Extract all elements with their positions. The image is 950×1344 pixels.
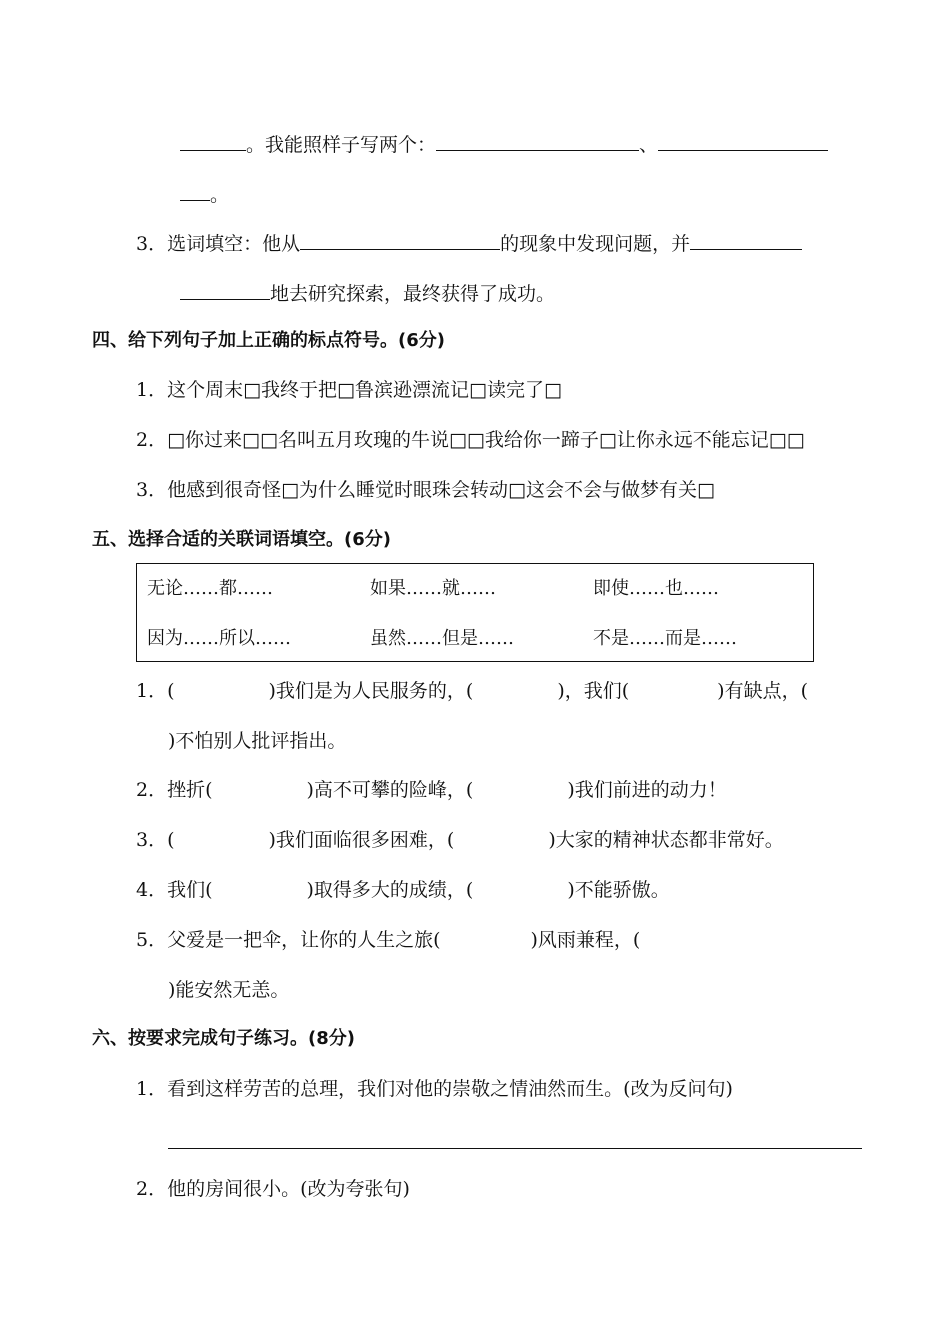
item-text: ( bbox=[167, 829, 175, 851]
word-option: 不是……而是…… bbox=[593, 628, 737, 649]
item-number: 1． bbox=[136, 1078, 168, 1100]
item-text: 我们( bbox=[167, 879, 213, 901]
item-number: 3． bbox=[136, 479, 168, 501]
item-text: 他的房间很小。 bbox=[167, 1178, 301, 1200]
word-option: 无论……都…… bbox=[147, 578, 273, 599]
section-4-item bbox=[136, 476, 715, 504]
item-text: )有缺点，( bbox=[717, 680, 808, 702]
item-text: )高不可攀的险峰，( bbox=[306, 779, 474, 801]
item-text: )能安然无恙。 bbox=[168, 979, 290, 1001]
item-text: )，我们( bbox=[557, 680, 630, 702]
item-text: )不能骄傲。 bbox=[567, 879, 670, 901]
word-bank-box bbox=[136, 563, 814, 662]
line1-text: 。我能照样子写两个： bbox=[246, 134, 437, 156]
section-6-item bbox=[136, 1175, 410, 1203]
question-3 bbox=[136, 229, 802, 258]
item-hint: (改为夸张句) bbox=[300, 1178, 410, 1200]
item-text: )我们面临很多困难，( bbox=[268, 829, 455, 851]
section-5-item-continued bbox=[168, 976, 289, 1004]
section-4-heading: 四、给下列句子加上正确的标点符号。(6分) bbox=[92, 330, 445, 351]
section-4-item bbox=[136, 376, 562, 404]
continuation-line-2 bbox=[180, 180, 229, 209]
section-6-heading: 六、按要求完成句子练习。(8分) bbox=[92, 1028, 355, 1049]
section-6-item bbox=[136, 1075, 733, 1103]
section-5-item bbox=[136, 776, 727, 804]
item-number: 3． bbox=[136, 829, 168, 851]
item-text: ( bbox=[167, 680, 175, 702]
item-text: )我们是为人民服务的，( bbox=[268, 680, 474, 702]
item-text: 这个周末□我终于把□鲁滨逊漂流记□读完了□ bbox=[167, 379, 562, 401]
question-text: 的现象中发现问题，并 bbox=[500, 233, 691, 255]
answer-blank[interactable] bbox=[300, 229, 500, 250]
answer-blank[interactable] bbox=[658, 130, 828, 151]
answer-blank[interactable] bbox=[180, 130, 246, 151]
question-text: 选词填空：他从 bbox=[167, 233, 301, 255]
item-number: 2． bbox=[136, 429, 168, 451]
question-3-continued bbox=[180, 279, 555, 308]
item-number: 1． bbox=[136, 680, 168, 702]
item-text: )取得多大的成绩，( bbox=[306, 879, 474, 901]
answer-blank[interactable] bbox=[436, 130, 639, 151]
word-option: 如果……就…… bbox=[370, 578, 496, 599]
word-option: 虽然……但是…… bbox=[370, 628, 514, 649]
word-option: 即使……也…… bbox=[593, 578, 719, 599]
item-text: )不怕别人批评指出。 bbox=[168, 730, 347, 752]
item-number: 2． bbox=[136, 779, 168, 801]
question-number: 3． bbox=[136, 233, 168, 255]
item-text: 他感到很奇怪□为什么睡觉时眼珠会转动□这会不会与做梦有关□ bbox=[167, 479, 715, 501]
item-number: 5． bbox=[136, 929, 168, 951]
section-5-item bbox=[136, 876, 670, 904]
section-4-item bbox=[136, 426, 805, 454]
answer-blank[interactable] bbox=[690, 229, 802, 250]
line1-separator: 、 bbox=[639, 134, 659, 156]
answer-blank[interactable] bbox=[180, 279, 270, 300]
item-text: 看到这样劳苦的总理，我们对他的崇敬之情油然而生。 bbox=[167, 1078, 624, 1100]
item-text: )风雨兼程，( bbox=[530, 929, 641, 951]
section-5-heading: 五、选择合适的关联词语填空。(6分) bbox=[92, 529, 391, 550]
item-text: 挫折( bbox=[167, 779, 213, 801]
answer-line[interactable] bbox=[168, 1148, 862, 1149]
section-5-item-continued bbox=[168, 727, 346, 755]
item-text: 父爱是一把伞，让你的人生之旅( bbox=[167, 929, 441, 951]
item-number: 2． bbox=[136, 1178, 168, 1200]
word-option: 因为……所以…… bbox=[147, 628, 291, 649]
item-hint: (改为反问句) bbox=[623, 1078, 733, 1100]
answer-blank[interactable] bbox=[180, 180, 210, 201]
item-number: 1． bbox=[136, 379, 168, 401]
item-number: 4． bbox=[136, 879, 168, 901]
line2-end: 。 bbox=[210, 184, 230, 206]
item-text: )大家的精神状态都非常好。 bbox=[548, 829, 784, 851]
section-5-item bbox=[136, 826, 784, 854]
section-5-item bbox=[136, 926, 640, 954]
continuation-line-1 bbox=[180, 130, 828, 159]
section-5-item bbox=[136, 677, 808, 705]
item-text: □你过来□□名叫五月玫瑰的牛说□□我给你一蹄子□让你永远不能忘记□□ bbox=[167, 429, 805, 451]
question-text: 地去研究探索，最终获得了成功。 bbox=[270, 283, 556, 305]
item-text: )我们前进的动力！ bbox=[567, 779, 727, 801]
